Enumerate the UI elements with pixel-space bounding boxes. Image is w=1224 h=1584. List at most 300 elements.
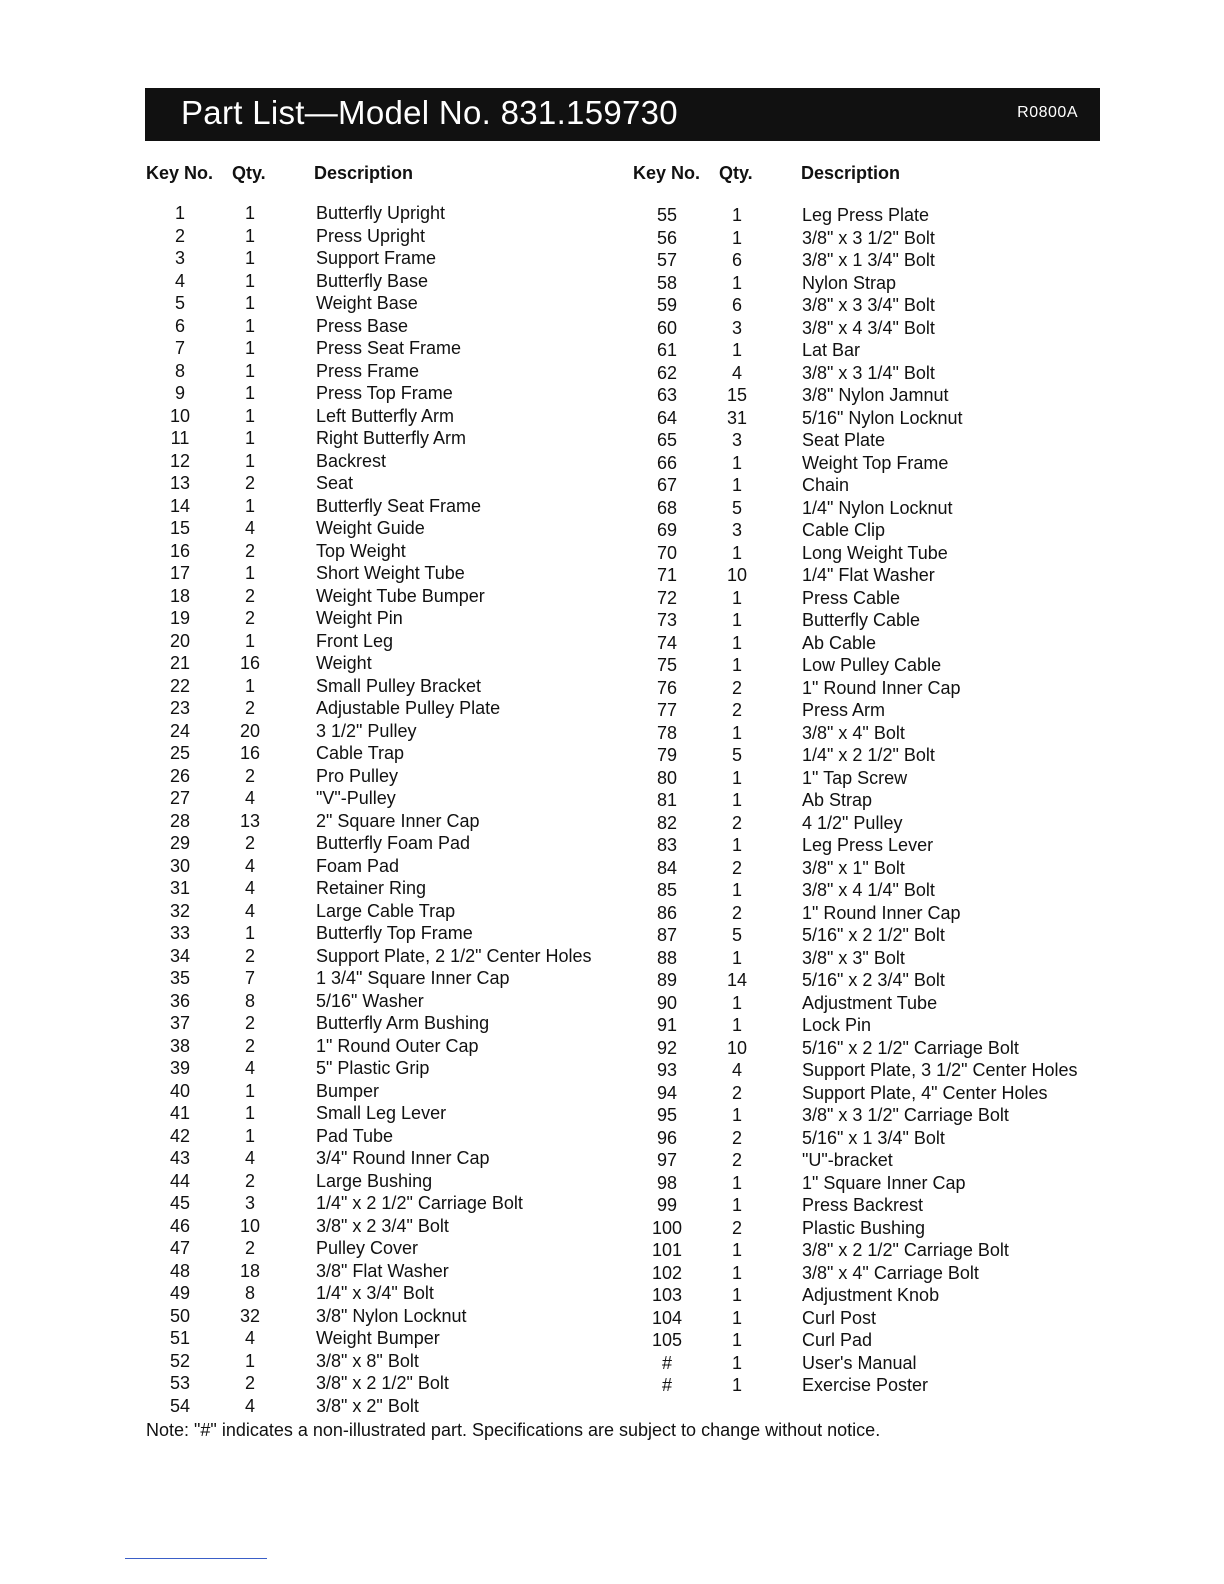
key-no-cell: 57 bbox=[656, 250, 678, 270]
key-no-cell: 84 bbox=[656, 857, 678, 878]
qty-cell: 1 bbox=[731, 542, 742, 563]
description-cell: 3/8" x 4" Bolt bbox=[802, 722, 905, 743]
description-cell: 3/8" Flat Washer bbox=[316, 1260, 449, 1281]
qty-cell: 2 bbox=[244, 1013, 255, 1033]
description-cell: Lat Bar bbox=[802, 340, 861, 360]
qty-cell: 1 bbox=[244, 360, 255, 381]
description-cell: Seat bbox=[316, 473, 354, 493]
description-cell: Butterfly Top Frame bbox=[316, 923, 473, 943]
description-cell: Leg Press Lever bbox=[802, 835, 934, 855]
qty-cell: 4 bbox=[244, 788, 255, 808]
description-cell: Seat Plate bbox=[802, 430, 886, 450]
description-cell: Butterfly Base bbox=[316, 270, 429, 291]
qty-cell: 4 bbox=[244, 1328, 255, 1348]
qty-cell: 2 bbox=[244, 1373, 255, 1393]
column-headers-left bbox=[146, 160, 626, 200]
key-no-cell: 66 bbox=[656, 452, 678, 473]
description-cell: User's Manual bbox=[802, 1352, 917, 1373]
parts-table-left bbox=[146, 160, 626, 1416]
key-no-cell: 2 bbox=[174, 225, 185, 246]
key-no-cell: 96 bbox=[656, 1127, 678, 1148]
description-cell: Adjustment Knob bbox=[802, 1285, 940, 1305]
description-cell: Top Weight bbox=[316, 540, 406, 561]
qty-cell: 1 bbox=[244, 1350, 255, 1371]
description-cell: Press Base bbox=[316, 315, 409, 336]
key-no-cell: 28 bbox=[169, 810, 191, 831]
description-cell: 5/16" Nylon Locknut bbox=[802, 407, 963, 428]
key-no-cell: 55 bbox=[656, 205, 678, 225]
key-no-cell: 46 bbox=[169, 1215, 191, 1236]
qty-cell: 8 bbox=[244, 1283, 255, 1303]
qty-cell: 4 bbox=[731, 362, 742, 383]
qty-cell: 18 bbox=[239, 1260, 261, 1281]
key-no-cell: 83 bbox=[656, 835, 678, 855]
key-no-cell: 10 bbox=[169, 405, 191, 426]
description-cell: 1/4" x 2 1/2" Bolt bbox=[802, 745, 935, 765]
qty-cell: 1 bbox=[731, 1330, 742, 1350]
key-no-cell: 64 bbox=[656, 407, 678, 428]
key-no-header: Key No. bbox=[146, 163, 214, 183]
description-cell: 3/8" x 2" Bolt bbox=[316, 1395, 419, 1416]
key-no-cell: 80 bbox=[656, 767, 678, 788]
header-bar bbox=[145, 88, 1100, 141]
qty-cell: 1 bbox=[244, 203, 255, 223]
key-no-cell: 9 bbox=[174, 383, 185, 403]
qty-cell: 2 bbox=[731, 812, 742, 833]
key-no-cell: 70 bbox=[656, 542, 678, 563]
description-cell: 5/16" x 1 3/4" Bolt bbox=[802, 1127, 945, 1148]
qty-cell: 6 bbox=[731, 295, 742, 315]
description-cell: 4 1/2" Pulley bbox=[802, 812, 903, 833]
qty-cell: 2 bbox=[244, 765, 255, 786]
description-cell: Small Pulley Bracket bbox=[316, 675, 482, 696]
key-no-cell: 33 bbox=[169, 923, 191, 943]
key-no-cell: 105 bbox=[651, 1330, 683, 1350]
qty-cell: 2 bbox=[244, 1238, 255, 1258]
description-cell: 3/8" x 1" Bolt bbox=[802, 857, 905, 878]
description-cell: Weight Guide bbox=[316, 518, 425, 538]
qty-cell: 1 bbox=[731, 340, 742, 360]
key-no-cell: 103 bbox=[651, 1285, 683, 1305]
description-cell: Press Arm bbox=[802, 700, 886, 720]
key-no-cell: 21 bbox=[169, 653, 191, 673]
key-no-cell: 88 bbox=[656, 947, 678, 968]
key-no-cell: 67 bbox=[656, 475, 678, 495]
key-no-cell: 53 bbox=[169, 1373, 191, 1393]
page-title: Part List—Model No. 831.159730 bbox=[181, 94, 678, 131]
description-cell: Lock Pin bbox=[802, 1015, 872, 1035]
description-cell: Weight Pin bbox=[316, 608, 403, 628]
description-cell: 1/4" Nylon Locknut bbox=[802, 497, 953, 518]
qty-cell: 1 bbox=[731, 272, 742, 293]
description-cell: Low Pulley Cable bbox=[802, 655, 942, 675]
key-no-cell: 65 bbox=[656, 430, 678, 450]
qty-cell: 16 bbox=[239, 743, 261, 763]
key-no-cell: 38 bbox=[169, 1035, 191, 1056]
qty-cell: 2 bbox=[244, 1170, 255, 1191]
description-cell: 3/8" x 3" Bolt bbox=[802, 947, 905, 968]
qty-cell: 2 bbox=[244, 540, 255, 561]
description-cell: 1/4" Flat Washer bbox=[802, 565, 935, 585]
description-cell: 3 1/2" Pulley bbox=[316, 720, 417, 741]
key-no-cell: 17 bbox=[169, 563, 191, 583]
description-cell: Left Butterfly Arm bbox=[316, 405, 455, 426]
description-cell: 1" Round Inner Cap bbox=[802, 677, 961, 698]
description-cell: Weight bbox=[316, 653, 372, 673]
key-no-cell: 22 bbox=[169, 675, 191, 696]
key-no-cell: 69 bbox=[656, 520, 678, 540]
qty-cell: 10 bbox=[726, 565, 748, 585]
description-cell: 3/8" Nylon Jamnut bbox=[802, 385, 949, 405]
key-no-cell: 45 bbox=[169, 1193, 191, 1213]
description-cell: Cable Clip bbox=[802, 520, 886, 540]
key-no-cell: 4 bbox=[174, 270, 185, 291]
key-no-cell: 102 bbox=[651, 1262, 683, 1283]
description-cell: Weight Tube Bumper bbox=[316, 585, 485, 606]
qty-cell: 2 bbox=[244, 608, 255, 628]
qty-cell: 10 bbox=[726, 1037, 748, 1058]
qty-cell: 1 bbox=[731, 1352, 742, 1373]
qty-cell: 32 bbox=[239, 1305, 261, 1326]
key-no-cell: 61 bbox=[656, 340, 678, 360]
description-cell: Adjustable Pulley Plate bbox=[316, 698, 501, 718]
qty-cell: 1 bbox=[731, 632, 742, 653]
description-cell: Large Cable Trap bbox=[316, 900, 456, 921]
key-no-cell: 99 bbox=[656, 1195, 678, 1215]
key-no-cell: 20 bbox=[169, 630, 191, 651]
qty-cell: 1 bbox=[731, 767, 742, 788]
key-no-cell: 62 bbox=[656, 362, 678, 383]
key-no-cell: 43 bbox=[169, 1148, 191, 1168]
key-no-cell: 37 bbox=[169, 1013, 191, 1033]
description-cell: Cable Trap bbox=[316, 743, 405, 763]
description-cell: 5/16" Washer bbox=[316, 990, 424, 1011]
description-cell: Butterfly Seat Frame bbox=[316, 495, 482, 516]
key-no-cell: 77 bbox=[656, 700, 678, 720]
description-cell: Chain bbox=[802, 475, 850, 495]
qty-cell: 1 bbox=[244, 675, 255, 696]
description-cell: 3/8" x 2 1/2" Carriage Bolt bbox=[802, 1240, 1009, 1260]
description-cell: Pad Tube bbox=[316, 1125, 394, 1146]
qty-cell: 13 bbox=[239, 810, 261, 831]
description-cell: 3/4" Round Inner Cap bbox=[316, 1148, 490, 1168]
key-no-cell: 12 bbox=[169, 450, 191, 471]
qty-cell: 5 bbox=[731, 925, 742, 945]
description-cell: Butterfly Upright bbox=[316, 203, 446, 223]
description-cell: 3/8" x 4" Carriage Bolt bbox=[802, 1262, 979, 1283]
qty-header: Qty. bbox=[232, 163, 266, 183]
description-cell: 1 3/4" Square Inner Cap bbox=[316, 968, 510, 988]
key-no-cell: 7 bbox=[174, 338, 185, 358]
key-no-cell: 95 bbox=[656, 1105, 678, 1125]
key-no-cell: # bbox=[661, 1375, 672, 1395]
qty-cell: 1 bbox=[244, 383, 255, 403]
description-cell: Press Cable bbox=[802, 587, 901, 608]
key-no-cell: 90 bbox=[656, 992, 678, 1013]
qty-cell: 4 bbox=[244, 1058, 255, 1078]
qty-cell: 2 bbox=[731, 677, 742, 698]
key-no-header: Key No. bbox=[633, 163, 701, 183]
description-cell: Short Weight Tube bbox=[316, 563, 465, 583]
qty-cell: 4 bbox=[244, 855, 255, 876]
description-cell: Retainer Ring bbox=[316, 878, 427, 898]
qty-cell: 1 bbox=[731, 880, 742, 900]
key-no-cell: 23 bbox=[169, 698, 191, 718]
qty-cell: 1 bbox=[244, 1125, 255, 1146]
description-cell: Exercise Poster bbox=[802, 1375, 929, 1395]
qty-cell: 6 bbox=[731, 250, 742, 270]
key-no-cell: 27 bbox=[169, 788, 191, 808]
key-no-cell: 48 bbox=[169, 1260, 191, 1281]
key-no-cell: 54 bbox=[169, 1395, 191, 1416]
description-cell: 1" Round Outer Cap bbox=[316, 1035, 479, 1056]
description-cell: Butterfly Arm Bushing bbox=[316, 1013, 490, 1033]
key-no-cell: 51 bbox=[169, 1328, 191, 1348]
qty-cell: 4 bbox=[244, 1148, 255, 1168]
qty-cell: 2 bbox=[731, 1082, 742, 1103]
qty-cell: 7 bbox=[244, 968, 255, 988]
key-no-cell: 13 bbox=[169, 473, 191, 493]
qty-cell: 3 bbox=[731, 317, 742, 338]
qty-cell: 1 bbox=[244, 225, 255, 246]
key-no-cell: 18 bbox=[169, 585, 191, 606]
key-no-cell: 16 bbox=[169, 540, 191, 561]
key-no-cell: 56 bbox=[656, 227, 678, 248]
description-cell: 3/8" x 1 3/4" Bolt bbox=[802, 250, 935, 270]
qty-cell: 1 bbox=[244, 428, 255, 448]
description-cell: Support Frame bbox=[316, 248, 437, 268]
qty-cell: 1 bbox=[731, 1172, 742, 1193]
description-cell: 3/8" x 3 1/2" Bolt bbox=[802, 227, 935, 248]
qty-cell: 2 bbox=[731, 902, 742, 923]
qty-cell: 20 bbox=[239, 720, 261, 741]
description-cell: 5/16" x 2 1/2" Bolt bbox=[802, 925, 945, 945]
key-no-cell: 41 bbox=[169, 1103, 191, 1123]
description-cell: Weight Base bbox=[316, 293, 418, 313]
qty-cell: 1 bbox=[731, 790, 742, 810]
key-no-cell: 73 bbox=[656, 610, 678, 630]
qty-cell: 2 bbox=[244, 473, 255, 493]
description-cell: Weight Bumper bbox=[316, 1328, 440, 1348]
qty-cell: 4 bbox=[731, 1060, 742, 1080]
key-no-cell: 68 bbox=[656, 497, 678, 518]
key-no-cell: 91 bbox=[656, 1015, 678, 1035]
description-cell: Press Top Frame bbox=[316, 383, 453, 403]
qty-cell: 1 bbox=[731, 475, 742, 495]
description-header: Description bbox=[801, 163, 901, 183]
description-cell: "U"-bracket bbox=[802, 1150, 893, 1170]
qty-cell: 1 bbox=[244, 338, 255, 358]
qty-cell: 1 bbox=[731, 992, 742, 1013]
key-no-cell: 78 bbox=[656, 722, 678, 743]
qty-cell: 1 bbox=[731, 1262, 742, 1283]
qty-cell: 1 bbox=[731, 205, 742, 225]
description-cell: 1" Square Inner Cap bbox=[802, 1172, 966, 1193]
qty-cell: 1 bbox=[244, 248, 255, 268]
description-cell: 3/8" Nylon Locknut bbox=[316, 1305, 467, 1326]
key-no-cell: 14 bbox=[169, 495, 191, 516]
description-cell: Support Plate, 3 1/2" Center Holes bbox=[802, 1060, 1078, 1080]
qty-cell: 1 bbox=[731, 610, 742, 630]
key-no-cell: 5 bbox=[174, 293, 185, 313]
key-no-cell: 63 bbox=[656, 385, 678, 405]
key-no-cell: 75 bbox=[656, 655, 678, 675]
key-no-cell: 92 bbox=[656, 1037, 678, 1058]
description-cell: Weight Top Frame bbox=[802, 452, 949, 473]
key-no-cell: 71 bbox=[656, 565, 678, 585]
key-no-cell: 1 bbox=[174, 203, 185, 223]
column-headers-right bbox=[633, 160, 1113, 200]
description-cell: Plastic Bushing bbox=[802, 1217, 926, 1238]
qty-cell: 4 bbox=[244, 900, 255, 921]
qty-cell: 1 bbox=[244, 630, 255, 651]
key-no-cell: 52 bbox=[169, 1350, 191, 1371]
description-cell: 3/8" x 2 1/2" Bolt bbox=[316, 1373, 449, 1393]
description-cell: Support Plate, 4" Center Holes bbox=[802, 1082, 1048, 1103]
footer-rule bbox=[125, 1558, 267, 1559]
key-no-cell: 42 bbox=[169, 1125, 191, 1146]
qty-cell: 1 bbox=[731, 1307, 742, 1328]
description-cell: 5/16" x 2 1/2" Carriage Bolt bbox=[802, 1037, 1019, 1058]
description-cell: Butterfly Cable bbox=[802, 610, 921, 630]
key-no-cell: 6 bbox=[174, 315, 185, 336]
description-cell: Small Leg Lever bbox=[316, 1103, 447, 1123]
qty-cell: 2 bbox=[244, 945, 255, 966]
qty-cell: 2 bbox=[244, 833, 255, 853]
qty-cell: 14 bbox=[726, 970, 748, 990]
key-no-cell: 100 bbox=[651, 1217, 683, 1238]
key-no-cell: 94 bbox=[656, 1082, 678, 1103]
key-no-cell: 34 bbox=[169, 945, 191, 966]
qty-cell: 4 bbox=[244, 518, 255, 538]
qty-cell: 1 bbox=[731, 587, 742, 608]
key-no-cell: 76 bbox=[656, 677, 678, 698]
description-cell: Nylon Strap bbox=[802, 272, 897, 293]
qty-cell: 1 bbox=[731, 835, 742, 855]
key-no-cell: 101 bbox=[651, 1240, 683, 1260]
key-no-cell: 36 bbox=[169, 990, 191, 1011]
document-code: R0800A bbox=[1017, 104, 1078, 121]
description-cell: Adjustment Tube bbox=[802, 992, 938, 1013]
qty-cell: 1 bbox=[731, 1285, 742, 1305]
key-no-cell: 26 bbox=[169, 765, 191, 786]
description-cell: Long Weight Tube bbox=[802, 542, 948, 563]
qty-cell: 5 bbox=[731, 745, 742, 765]
key-no-cell: 39 bbox=[169, 1058, 191, 1078]
qty-cell: 1 bbox=[244, 1103, 255, 1123]
key-no-cell: 50 bbox=[169, 1305, 191, 1326]
qty-cell: 3 bbox=[731, 430, 742, 450]
qty-cell: 4 bbox=[244, 1395, 255, 1416]
key-no-cell: 89 bbox=[656, 970, 678, 990]
description-cell: 1/4" x 3/4" Bolt bbox=[316, 1283, 434, 1303]
qty-cell: 1 bbox=[244, 1080, 255, 1101]
qty-cell: 2 bbox=[731, 700, 742, 720]
description-cell: 5/16" x 2 3/4" Bolt bbox=[802, 970, 945, 990]
description-cell: Leg Press Plate bbox=[802, 205, 930, 225]
key-no-cell: 82 bbox=[656, 812, 678, 833]
description-cell: 3/8" x 3 1/2" Carriage Bolt bbox=[802, 1105, 1009, 1125]
description-cell: Curl Pad bbox=[802, 1330, 873, 1350]
description-cell: 3/8" x 4 1/4" Bolt bbox=[802, 880, 935, 900]
qty-cell: 4 bbox=[244, 878, 255, 898]
key-no-cell: 59 bbox=[656, 295, 678, 315]
description-cell: 1" Round Inner Cap bbox=[802, 902, 961, 923]
description-cell: Butterfly Foam Pad bbox=[316, 833, 471, 853]
description-cell: Front Leg bbox=[316, 630, 394, 651]
description-cell: Bumper bbox=[316, 1080, 380, 1101]
description-cell: Press Backrest bbox=[802, 1195, 924, 1215]
key-no-cell: 58 bbox=[656, 272, 678, 293]
qty-cell: 10 bbox=[239, 1215, 261, 1236]
key-no-cell: 31 bbox=[169, 878, 191, 898]
description-cell: Ab Cable bbox=[802, 632, 877, 653]
key-no-cell: 8 bbox=[174, 360, 185, 381]
description-cell: 3/8" x 3 1/4" Bolt bbox=[802, 362, 935, 383]
description-cell: 1" Tap Screw bbox=[802, 767, 908, 788]
key-no-cell: 81 bbox=[656, 790, 678, 810]
qty-cell: 1 bbox=[731, 452, 742, 473]
key-no-cell: 15 bbox=[169, 518, 191, 538]
key-no-cell: 72 bbox=[656, 587, 678, 608]
qty-cell: 15 bbox=[726, 385, 748, 405]
key-no-cell: 47 bbox=[169, 1238, 191, 1258]
qty-cell: 1 bbox=[731, 227, 742, 248]
qty-cell: 1 bbox=[731, 1375, 742, 1395]
qty-cell: 1 bbox=[731, 1105, 742, 1125]
description-cell: Backrest bbox=[316, 450, 387, 471]
key-no-cell: 74 bbox=[656, 632, 678, 653]
qty-cell: 1 bbox=[244, 293, 255, 313]
key-no-cell: 79 bbox=[656, 745, 678, 765]
qty-cell: 1 bbox=[731, 722, 742, 743]
qty-cell: 5 bbox=[731, 497, 742, 518]
qty-cell: 1 bbox=[244, 563, 255, 583]
description-cell: Pulley Cover bbox=[316, 1238, 419, 1258]
description-cell: Foam Pad bbox=[316, 855, 400, 876]
description-cell: 3/8" x 4 3/4" Bolt bbox=[802, 317, 935, 338]
key-no-cell: # bbox=[661, 1352, 672, 1373]
qty-cell: 3 bbox=[244, 1193, 255, 1213]
qty-cell: 1 bbox=[244, 405, 255, 426]
footnote: Note: "#" indicates a non-illustrated part. Specifications are subject to change without notice. bbox=[146, 1420, 881, 1440]
description-header: Description bbox=[314, 163, 414, 183]
key-no-cell: 35 bbox=[169, 968, 191, 988]
key-no-cell: 32 bbox=[169, 900, 191, 921]
description-cell: Pro Pulley bbox=[316, 765, 399, 786]
description-cell: 1/4" x 2 1/2" Carriage Bolt bbox=[316, 1193, 523, 1213]
description-cell: Press Seat Frame bbox=[316, 338, 462, 358]
key-no-cell: 40 bbox=[169, 1080, 191, 1101]
key-no-cell: 25 bbox=[169, 743, 191, 763]
description-cell: 5" Plastic Grip bbox=[316, 1058, 430, 1078]
key-no-cell: 97 bbox=[656, 1150, 678, 1170]
key-no-cell: 29 bbox=[169, 833, 191, 853]
key-no-cell: 3 bbox=[174, 248, 185, 268]
description-cell: "V"-Pulley bbox=[316, 788, 396, 808]
qty-cell: 16 bbox=[239, 653, 261, 673]
key-no-cell: 60 bbox=[656, 317, 678, 338]
qty-cell: 1 bbox=[244, 495, 255, 516]
qty-cell: 1 bbox=[731, 947, 742, 968]
qty-cell: 1 bbox=[244, 270, 255, 291]
key-no-cell: 30 bbox=[169, 855, 191, 876]
qty-cell: 1 bbox=[244, 315, 255, 336]
key-no-cell: 93 bbox=[656, 1060, 678, 1080]
qty-cell: 2 bbox=[731, 1150, 742, 1170]
key-no-cell: 87 bbox=[656, 925, 678, 945]
key-no-cell: 11 bbox=[170, 428, 190, 448]
